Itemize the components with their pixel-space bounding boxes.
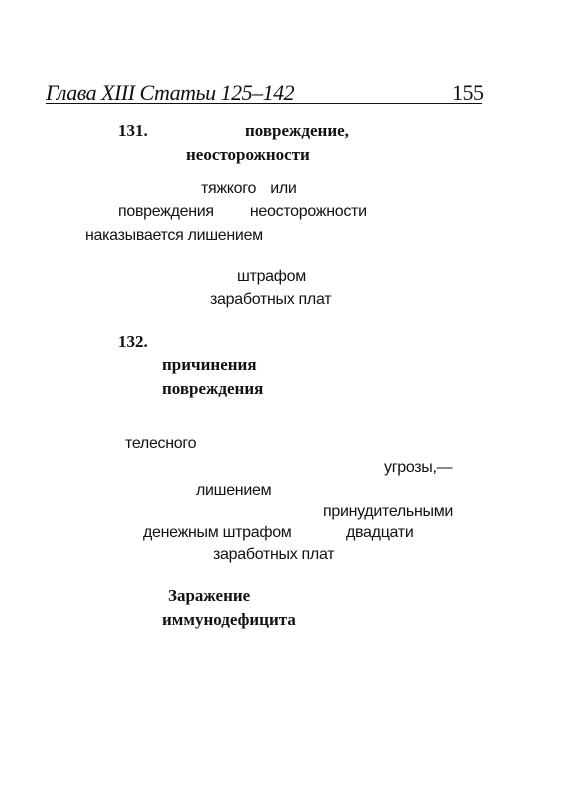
running-header-title: Глава XIII Статьи 125–142 [46,80,295,105]
article-132-title-line1: причинения [162,355,257,374]
article-131-title-line1: повреждение, [245,121,349,140]
article-132-number: 132. [118,332,148,351]
article-131-text-line: заработных плат [210,291,332,308]
article-132-text-line: лишением [196,482,272,499]
article-132-text-line: угрозы,— [384,459,453,476]
header-rule [46,103,482,104]
next-article-title-line1: Заражение [168,586,251,605]
article-131-title-line2: неосторожности [186,145,310,164]
article-132-text-line: денежным штрафом [143,524,292,541]
article-131-text-line: тяжкого или [201,180,297,197]
article-131-text-line: штрафом [237,268,306,285]
article-131-text-line: повреждения неосторожности [118,203,367,220]
next-article-title-line2: иммунодефицита [162,610,296,629]
page-number: 155 [452,80,484,105]
article-132-text-line: принудительными [323,503,454,520]
article-131-text-line: наказывается лишением [85,227,263,244]
article-132-text-line: телесного [125,435,197,452]
article-131-number: 131. [118,121,148,140]
article-132-text-line: заработных плат [213,546,335,563]
article-132-title-line2: повреждения [162,379,264,398]
article-132-text-line: двадцати [346,524,414,541]
